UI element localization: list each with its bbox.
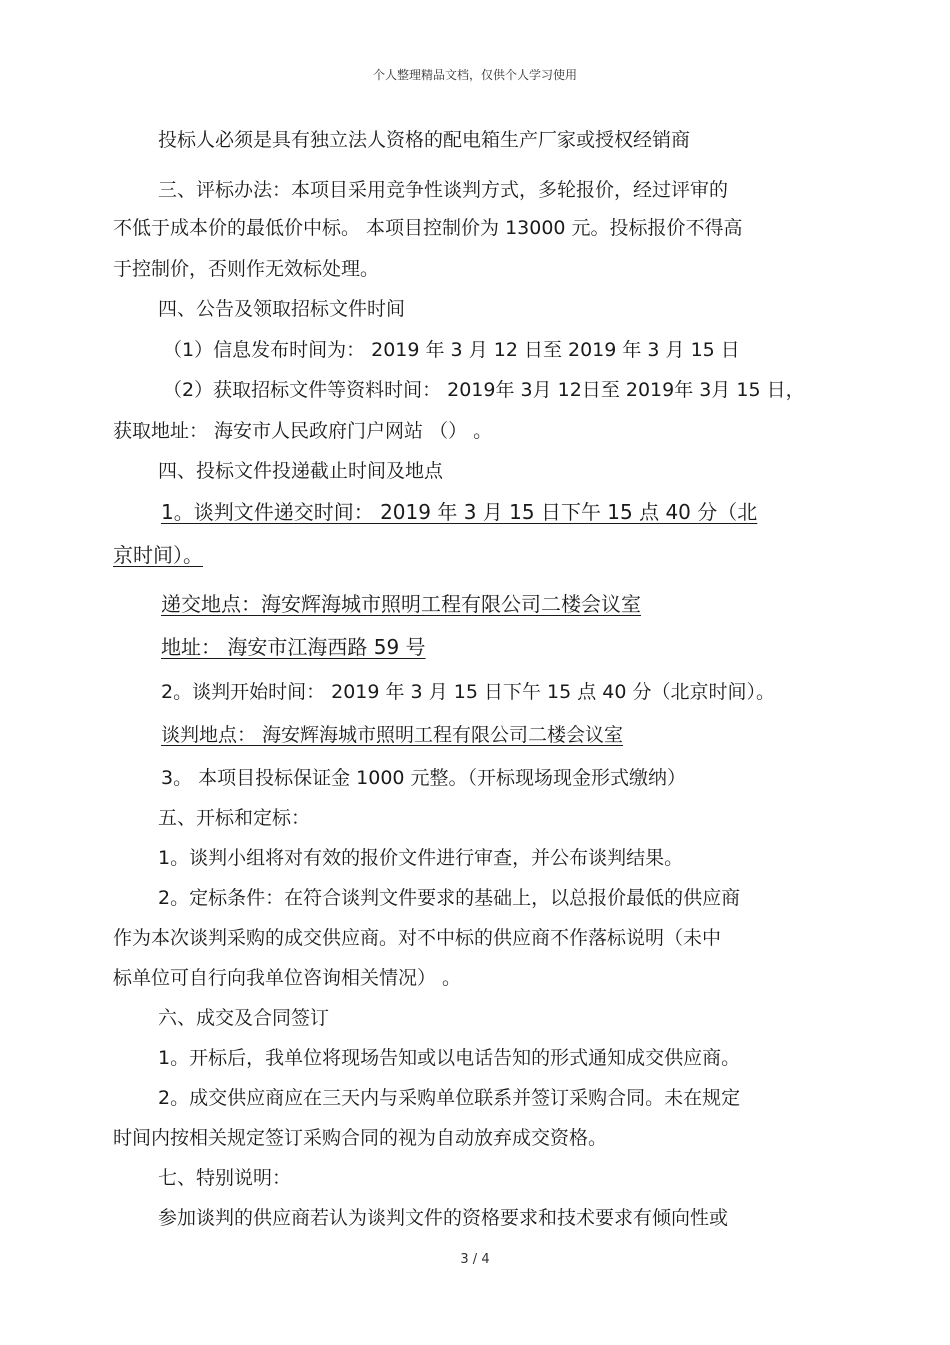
section-heading: 七、特别说明： <box>158 1167 292 1189</box>
paragraph-line: 作为本次谈判采购的成交供应商。对不中标的供应商不作落标说明（未中 <box>113 927 722 949</box>
paragraph-line: （2）获取招标文件等资料时间： 2019年 3月 12日至 2019年 3月 15 日， <box>163 379 805 401</box>
paragraph-line: 时间内按相关规定签订采购合同的视为自动放弃成交资格。 <box>113 1127 608 1149</box>
paragraph-line: 投标人必须是具有独立法人资格的配电箱生产厂家或授权经销商 <box>158 129 691 151</box>
paragraph-line: 于控制价，否则作无效标处理。 <box>113 258 380 280</box>
page-number: 3 / 4 <box>460 1252 490 1267</box>
section-heading: 六、成交及合同签订 <box>158 1007 330 1029</box>
paragraph-line: 地址： 海安市江海西路 59 号 <box>161 635 426 659</box>
page-header: 个人整理精品文档，仅供个人学习使用 <box>372 68 577 82</box>
paragraph-line: 获取地址： 海安市人民政府门户网站 （） 。 <box>113 420 493 442</box>
paragraph-line: 标单位可自行向我单位咨询相关情况） 。 <box>113 967 462 989</box>
paragraph-line: 递交地点：海安辉海城市照明工程有限公司二楼会议室 <box>161 592 641 616</box>
paragraph-line: 谈判地点： 海安辉海城市照明工程有限公司二楼会议室 <box>161 724 624 746</box>
paragraph-line: 3。 本项目投标保证金 1000 元整。（开标现场现金形式缴纳） <box>161 767 687 789</box>
paragraph-line: 1。开标后，我单位将现场告知或以电话告知的形式通知成交供应商。 <box>158 1047 741 1069</box>
section-heading: 三、评标办法：本项目采用竞争性谈判方式，多轮报价，经过评审的 <box>158 179 729 201</box>
paragraph-line: 参加谈判的供应商若认为谈判文件的资格要求和技术要求有倾向性或 <box>158 1207 729 1229</box>
section-heading: 五、开标和定标： <box>158 807 311 829</box>
section-heading: 四、投标文件投递截止时间及地点 <box>158 460 444 482</box>
section-heading: 四、公告及领取招标文件时间 <box>158 298 406 320</box>
paragraph-line: 不低于成本价的最低价中标。 本项目控制价为 13000 元。投标报价不得高 <box>113 217 743 239</box>
paragraph-line: （1）信息发布时间为： 2019 年 3 月 12 日至 2019 年 3 月 15 日 <box>163 339 740 361</box>
paragraph-line: 1。谈判小组将对有效的报价文件进行审查，并公布谈判结果。 <box>158 847 684 869</box>
paragraph-line: 2。定标条件：在符合谈判文件要求的基础上，以总报价最低的供应商 <box>158 887 741 909</box>
paragraph-line: 京时间）。 <box>113 543 203 567</box>
paragraph-line: 2。成交供应商应在三天内与采购单位联系并签订采购合同。未在规定 <box>158 1087 741 1109</box>
paragraph-line: 1。谈判文件递交时间： 2019 年 3 月 15 日下午 15 点 40 分（北 <box>161 500 758 524</box>
paragraph-line: 2。谈判开始时间： 2019 年 3 月 15 日下午 15 点 40 分（北京时间）。 <box>161 681 775 703</box>
